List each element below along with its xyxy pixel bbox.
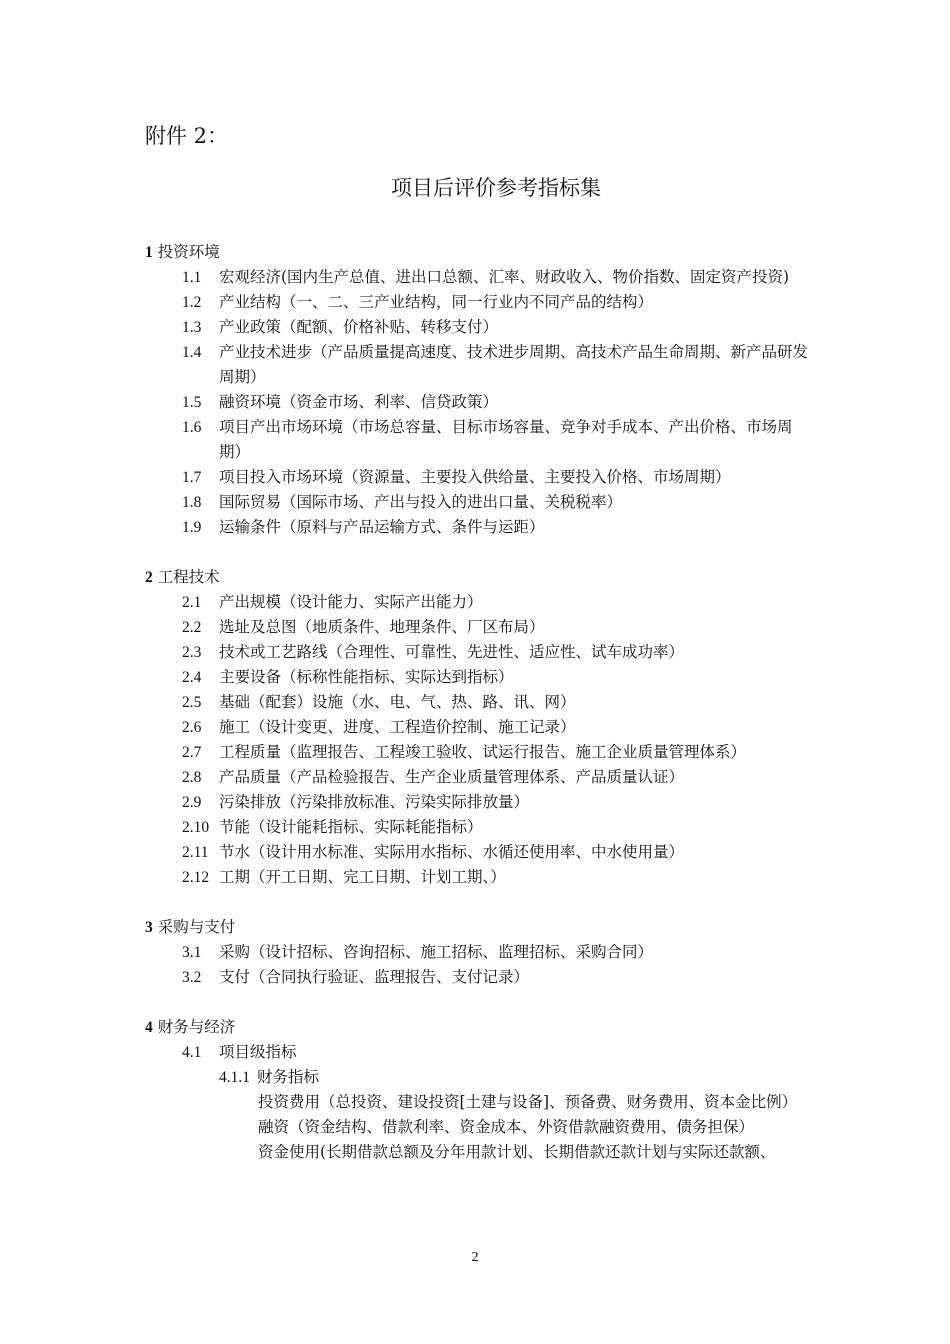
- section-number: 1: [145, 244, 153, 261]
- section-title: 工程技术: [157, 568, 220, 586]
- item-text: 产业技术进步（产品质量提高速度、技术进步周期、高技术产品生命周期、新产品研发周期）: [219, 343, 809, 386]
- list-item: [145, 265, 810, 290]
- list-item: [145, 865, 810, 890]
- item-text: 宏观经济(国内生产总值、进出口总额、汇率、财政收入、物价指数、固定资产投资): [219, 268, 790, 286]
- attachment-label: 附件 2：: [145, 124, 229, 148]
- list-item: [145, 815, 810, 840]
- list-item: [145, 490, 810, 515]
- item-number: 1.8: [182, 494, 202, 511]
- list-item: [145, 765, 810, 790]
- section-number: 4: [145, 1019, 153, 1036]
- item-text: 选址及总图（地质条件、地理条件、厂区布局）: [219, 618, 545, 636]
- list-item: [145, 340, 810, 390]
- list-item: [145, 965, 810, 990]
- item-number: 1.5: [182, 394, 202, 411]
- item-number: 2.11: [182, 844, 209, 861]
- list-item: [145, 640, 810, 665]
- section-heading: [145, 240, 810, 265]
- item-text: 污染排放（污染排放标准、污染实际排放量）: [219, 793, 530, 811]
- item-number: 1.9: [182, 519, 202, 536]
- list-item: [145, 1040, 810, 1065]
- section-heading: [145, 1015, 810, 1040]
- item-number: 2.10: [182, 819, 210, 836]
- list-item: [145, 690, 810, 715]
- item-number: 2.3: [182, 644, 202, 661]
- indicator-paragraph: 融资（资金结构、借款利率、资金成本、外资借款融资费用、债务担保）: [258, 1118, 755, 1136]
- item-text: 产出规模（设计能力、实际产出能力）: [219, 593, 483, 611]
- spacer: [145, 540, 810, 565]
- item-text: 国际贸易（国际市场、产出与投入的进出口量、关税税率）: [219, 493, 623, 511]
- item-text: 技术或工艺路线（合理性、可靠性、先进性、适应性、试车成功率）: [219, 643, 685, 661]
- item-text: 主要设备（标称性能指标、实际达到指标）: [219, 668, 514, 686]
- list-item: [145, 790, 810, 815]
- item-text: 项目产出市场环境（市场总容量、目标市场容量、竞争对手成本、产出价格、市场周期）: [219, 418, 793, 461]
- item-text: 运输条件（原料与产品运输方式、条件与运距）: [219, 518, 545, 536]
- list-item: [145, 840, 810, 865]
- sub-item-text: 财务指标: [257, 1068, 320, 1086]
- list-item: [145, 665, 810, 690]
- item-number: 2.6: [182, 719, 202, 736]
- list-item: [145, 390, 810, 415]
- item-number: 2.7: [182, 744, 202, 761]
- section-title: 投资环境: [157, 243, 220, 261]
- item-text: 采购（设计招标、咨询招标、施工招标、监理招标、采购合同）: [219, 943, 654, 961]
- item-text: 产品质量（产品检验报告、生产企业质量管理体系、产品质量认证）: [219, 768, 685, 786]
- item-text: 产业政策（配额、价格补贴、转移支付）: [219, 318, 499, 336]
- spacer: [145, 890, 810, 915]
- sub-item-number: 4.1.1: [219, 1069, 250, 1086]
- document-body: [145, 240, 810, 1165]
- item-text: 节水（设计用水标准、实际用水指标、水循还使用率、中水使用量）: [219, 843, 685, 861]
- section-heading: [145, 565, 810, 590]
- spacer: [145, 990, 810, 1015]
- item-number: 3.2: [182, 969, 202, 986]
- list-item: [145, 940, 810, 965]
- item-text: 施工（设计变更、进度、工程造价控制、施工记录）: [219, 718, 576, 736]
- list-item: [145, 740, 810, 765]
- page-number: 2: [471, 1250, 479, 1265]
- list-item: [145, 615, 810, 640]
- item-number: 1.1: [182, 269, 202, 286]
- document-title: 项目后评价参考指标集: [391, 176, 601, 200]
- item-number: 2.5: [182, 694, 202, 711]
- section-heading: [145, 915, 810, 940]
- item-number: 1.3: [182, 319, 202, 336]
- section-title: 采购与支付: [157, 918, 236, 936]
- item-number: 2.2: [182, 619, 202, 636]
- list-item: [145, 590, 810, 615]
- section-number: 2: [145, 569, 153, 586]
- indicator-paragraph: 投资费用（总投资、建设投资[土建与设备]、预备费、财务费用、资本金比例）: [258, 1093, 798, 1111]
- item-text: 项目级指标: [219, 1043, 297, 1061]
- list-item: [145, 415, 810, 465]
- item-number: 2.4: [182, 669, 202, 686]
- item-text: 支付（合同执行验证、监理报告、支付记录）: [219, 968, 530, 986]
- indicator-paragraph: 资金使用(长期借款总额及分年用款计划、长期借款还款计划与实际还款额、: [258, 1143, 776, 1161]
- item-number: 2.1: [182, 594, 202, 611]
- item-text: 节能（设计能耗指标、实际耗能指标）: [219, 818, 483, 836]
- item-number: 2.9: [182, 794, 202, 811]
- item-text: 工程质量（监理报告、工程竣工验收、试运行报告、施工企业质量管理体系）: [219, 743, 747, 761]
- item-number: 3.1: [182, 944, 202, 961]
- item-text: 项目投入市场环境（资源量、主要投入供给量、主要投入价格、市场周期）: [219, 468, 731, 486]
- sub-item: [145, 1065, 810, 1090]
- list-item: [145, 515, 810, 540]
- list-item: [145, 465, 810, 490]
- item-number: 4.1: [182, 1044, 202, 1061]
- section-number: 3: [145, 919, 153, 936]
- item-number: 2.12: [182, 869, 210, 886]
- item-number: 2.8: [182, 769, 202, 786]
- section-title: 财务与经济: [157, 1018, 236, 1036]
- list-item: [145, 315, 810, 340]
- item-text: 融资环境（资金市场、利率、信贷政策）: [219, 393, 499, 411]
- item-number: 1.2: [182, 294, 202, 311]
- item-text: 工期（开工日期、完工日期、计划工期、）: [219, 868, 506, 886]
- list-item: [145, 290, 810, 315]
- list-item: [145, 715, 810, 740]
- item-number: 1.6: [182, 419, 202, 436]
- item-text: 基础（配套）设施（水、电、气、热、路、讯、网）: [219, 693, 576, 711]
- item-text: 产业结构（一、二、三产业结构，同一行业内不同产品的结构）: [219, 293, 654, 311]
- item-number: 1.7: [182, 469, 202, 486]
- item-number: 1.4: [182, 344, 202, 361]
